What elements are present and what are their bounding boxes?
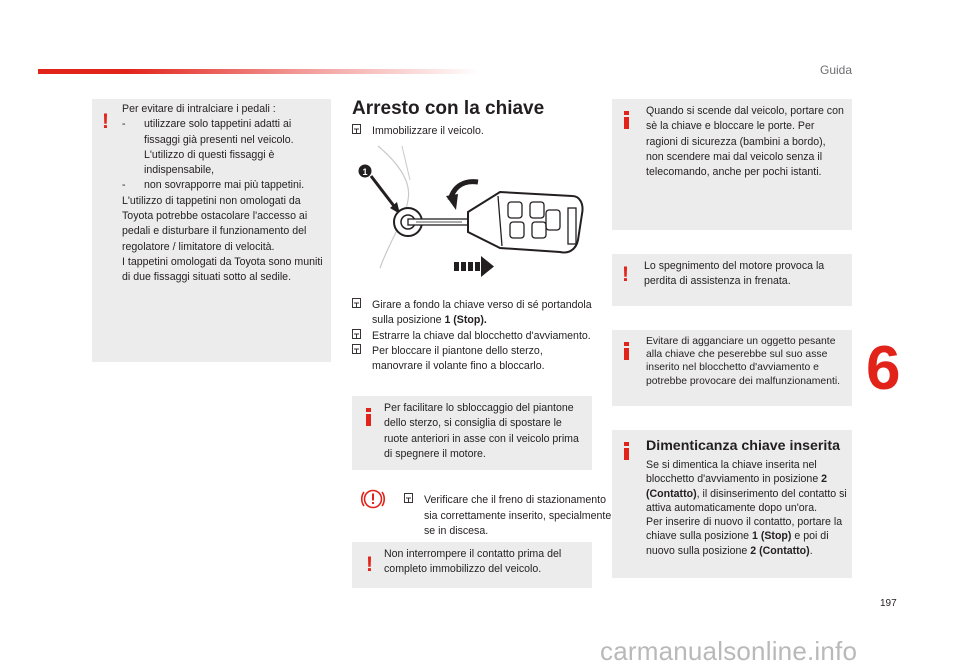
step-turn-key-position: 1 (Stop). <box>444 314 487 327</box>
warning-exclamation-icon: ! <box>102 110 109 133</box>
figure-callout: 1 <box>362 167 368 177</box>
bullet-pointer-icon <box>352 298 361 313</box>
brake-note-text: Verificare che il freno di stazionamento sia correttamente inserito, specialmente se in discesa. <box>424 494 612 537</box>
step-remove-key-text: Estrarre la chiave dal blocchetto d'avviamento. <box>372 329 591 342</box>
info-icon <box>624 111 629 129</box>
forgotten-key-title: Dimenticanza chiave inserita <box>646 438 840 454</box>
steps-list <box>352 298 592 374</box>
dash-marker: - <box>122 118 126 131</box>
step-turn-key <box>352 298 592 329</box>
forgotten-key-text <box>646 458 850 558</box>
warning-item-1 <box>122 117 326 178</box>
left-warning-box <box>92 99 331 362</box>
bullet-pointer-icon <box>352 124 361 139</box>
section-title: Guida <box>820 63 853 77</box>
steering-info-text: Per facilitare lo sbloccaggio del piantone dello sterzo, si consiglia di spostare le ruote anteriori in asse con il veicolo prima di spegnere il motore. <box>384 402 579 460</box>
brake-note <box>404 493 614 539</box>
brake-assist-warning-text: Lo spegnimento del motore provoca la perdita di assistenza in frenata. <box>644 260 825 288</box>
steering-info-box <box>352 396 592 470</box>
arrow-right-icon <box>454 256 494 277</box>
bullet-pointer-icon <box>352 329 361 344</box>
step-lock-steering <box>352 344 592 375</box>
warning-exclamation-icon: ! <box>366 553 373 576</box>
warning-item-2-text: non sovrapporre mai più tappetini. <box>144 179 305 192</box>
step-turn-key-text: Girare a fondo la chiave verso di sé portandola sulla posizione <box>372 299 592 327</box>
forgotten-key-para-1-c: , il disinserimento del contatto si attiva automaticamente dopo un'ora. <box>646 487 847 514</box>
key-info-box <box>612 99 852 230</box>
bullet-pointer-icon <box>352 344 361 359</box>
left-warning-text <box>122 102 326 286</box>
info-icon <box>624 442 629 460</box>
ignition-warning-text: Non interrompere il contatto prima del completo immobilizzo del veicolo. <box>384 548 562 576</box>
step-immobilize <box>352 124 612 139</box>
forgotten-key-para-2 <box>646 515 850 558</box>
forgotten-key-para-2-a: Per inserire di nuovo il contatto, portare la chiave sulla posizione <box>646 516 843 543</box>
forgotten-key-box <box>612 430 852 578</box>
warning-item-2 <box>122 178 326 193</box>
position-stop: 1 (Stop) <box>752 530 792 543</box>
info-icon <box>624 342 629 360</box>
page-number: 197 <box>880 598 897 609</box>
forgotten-key-para-1-a: Se si dimentica la chiave inserita nel blocchetto d'avviamento in posizione <box>646 459 822 486</box>
step-immobilize-text: Immobilizzare il veicolo. <box>372 125 484 137</box>
heavy-object-info-text: Evitare di agganciare un oggetto pesante alla chiave che peserebbe sul suo asse inserito nel blocchetto d'avviamento e potrebbe provocare dei malfunzionamenti. <box>646 336 841 387</box>
position-contatto: 2 (Contatto) <box>750 544 810 557</box>
forgotten-key-para-1 <box>646 458 850 515</box>
dash-marker: - <box>122 179 126 192</box>
warning-exclamation-icon: ! <box>622 263 629 286</box>
header-accent-bar <box>38 69 480 74</box>
forgotten-key-para-2-c: e poi di nuovo sulla posizione <box>646 530 829 557</box>
step-lock-steering-text: Per bloccare il piantone dello sterzo, manovrare il volante fino a bloccarlo. <box>372 344 545 373</box>
bullet-pointer-icon <box>404 493 413 508</box>
chapter-number: 6 <box>866 334 901 403</box>
step-remove-key <box>352 329 592 344</box>
watermark: carmanualsonline.info <box>600 636 858 666</box>
key-ignition-figure <box>350 140 590 282</box>
position-contatto: 2 (Contatto) <box>646 473 828 500</box>
ignition-warning-box <box>352 542 592 588</box>
warning-para-1: L'utilizzo di tappetini non omologati da Toyota potrebbe ostacolare l'accesso ai pedali e disturbare il funzionamento del regolatore / limitatore di velocità. <box>122 194 308 253</box>
brake-assist-warning-box <box>612 254 852 306</box>
key-info-text: Quando si scende dal veicolo, portare con sè la chiave e bloccare le porte. Per ragioni di sicurezza (bambini a bordo), non scendere mai dal veicolo senza il telecomando, anche per pochi istanti. <box>646 105 844 179</box>
warning-para-2: I tappetini omologati da Toyota sono muniti di due fissaggi situati sotto al sedile. <box>122 255 323 284</box>
forgotten-key-para-2-e: . <box>809 544 813 557</box>
brake-warning-icon <box>360 488 386 515</box>
warning-item-1-text: utilizzare solo tappetini adatti ai fissaggi già presenti nel veicolo. L'utilizzo di questi fissaggi è indispensabile, <box>144 118 294 177</box>
warning-intro: Per evitare di intralciare i pedali : <box>122 103 276 115</box>
heavy-object-info-box <box>612 330 852 406</box>
section-heading: Arresto con la chiave <box>352 98 545 119</box>
info-icon <box>366 408 371 426</box>
